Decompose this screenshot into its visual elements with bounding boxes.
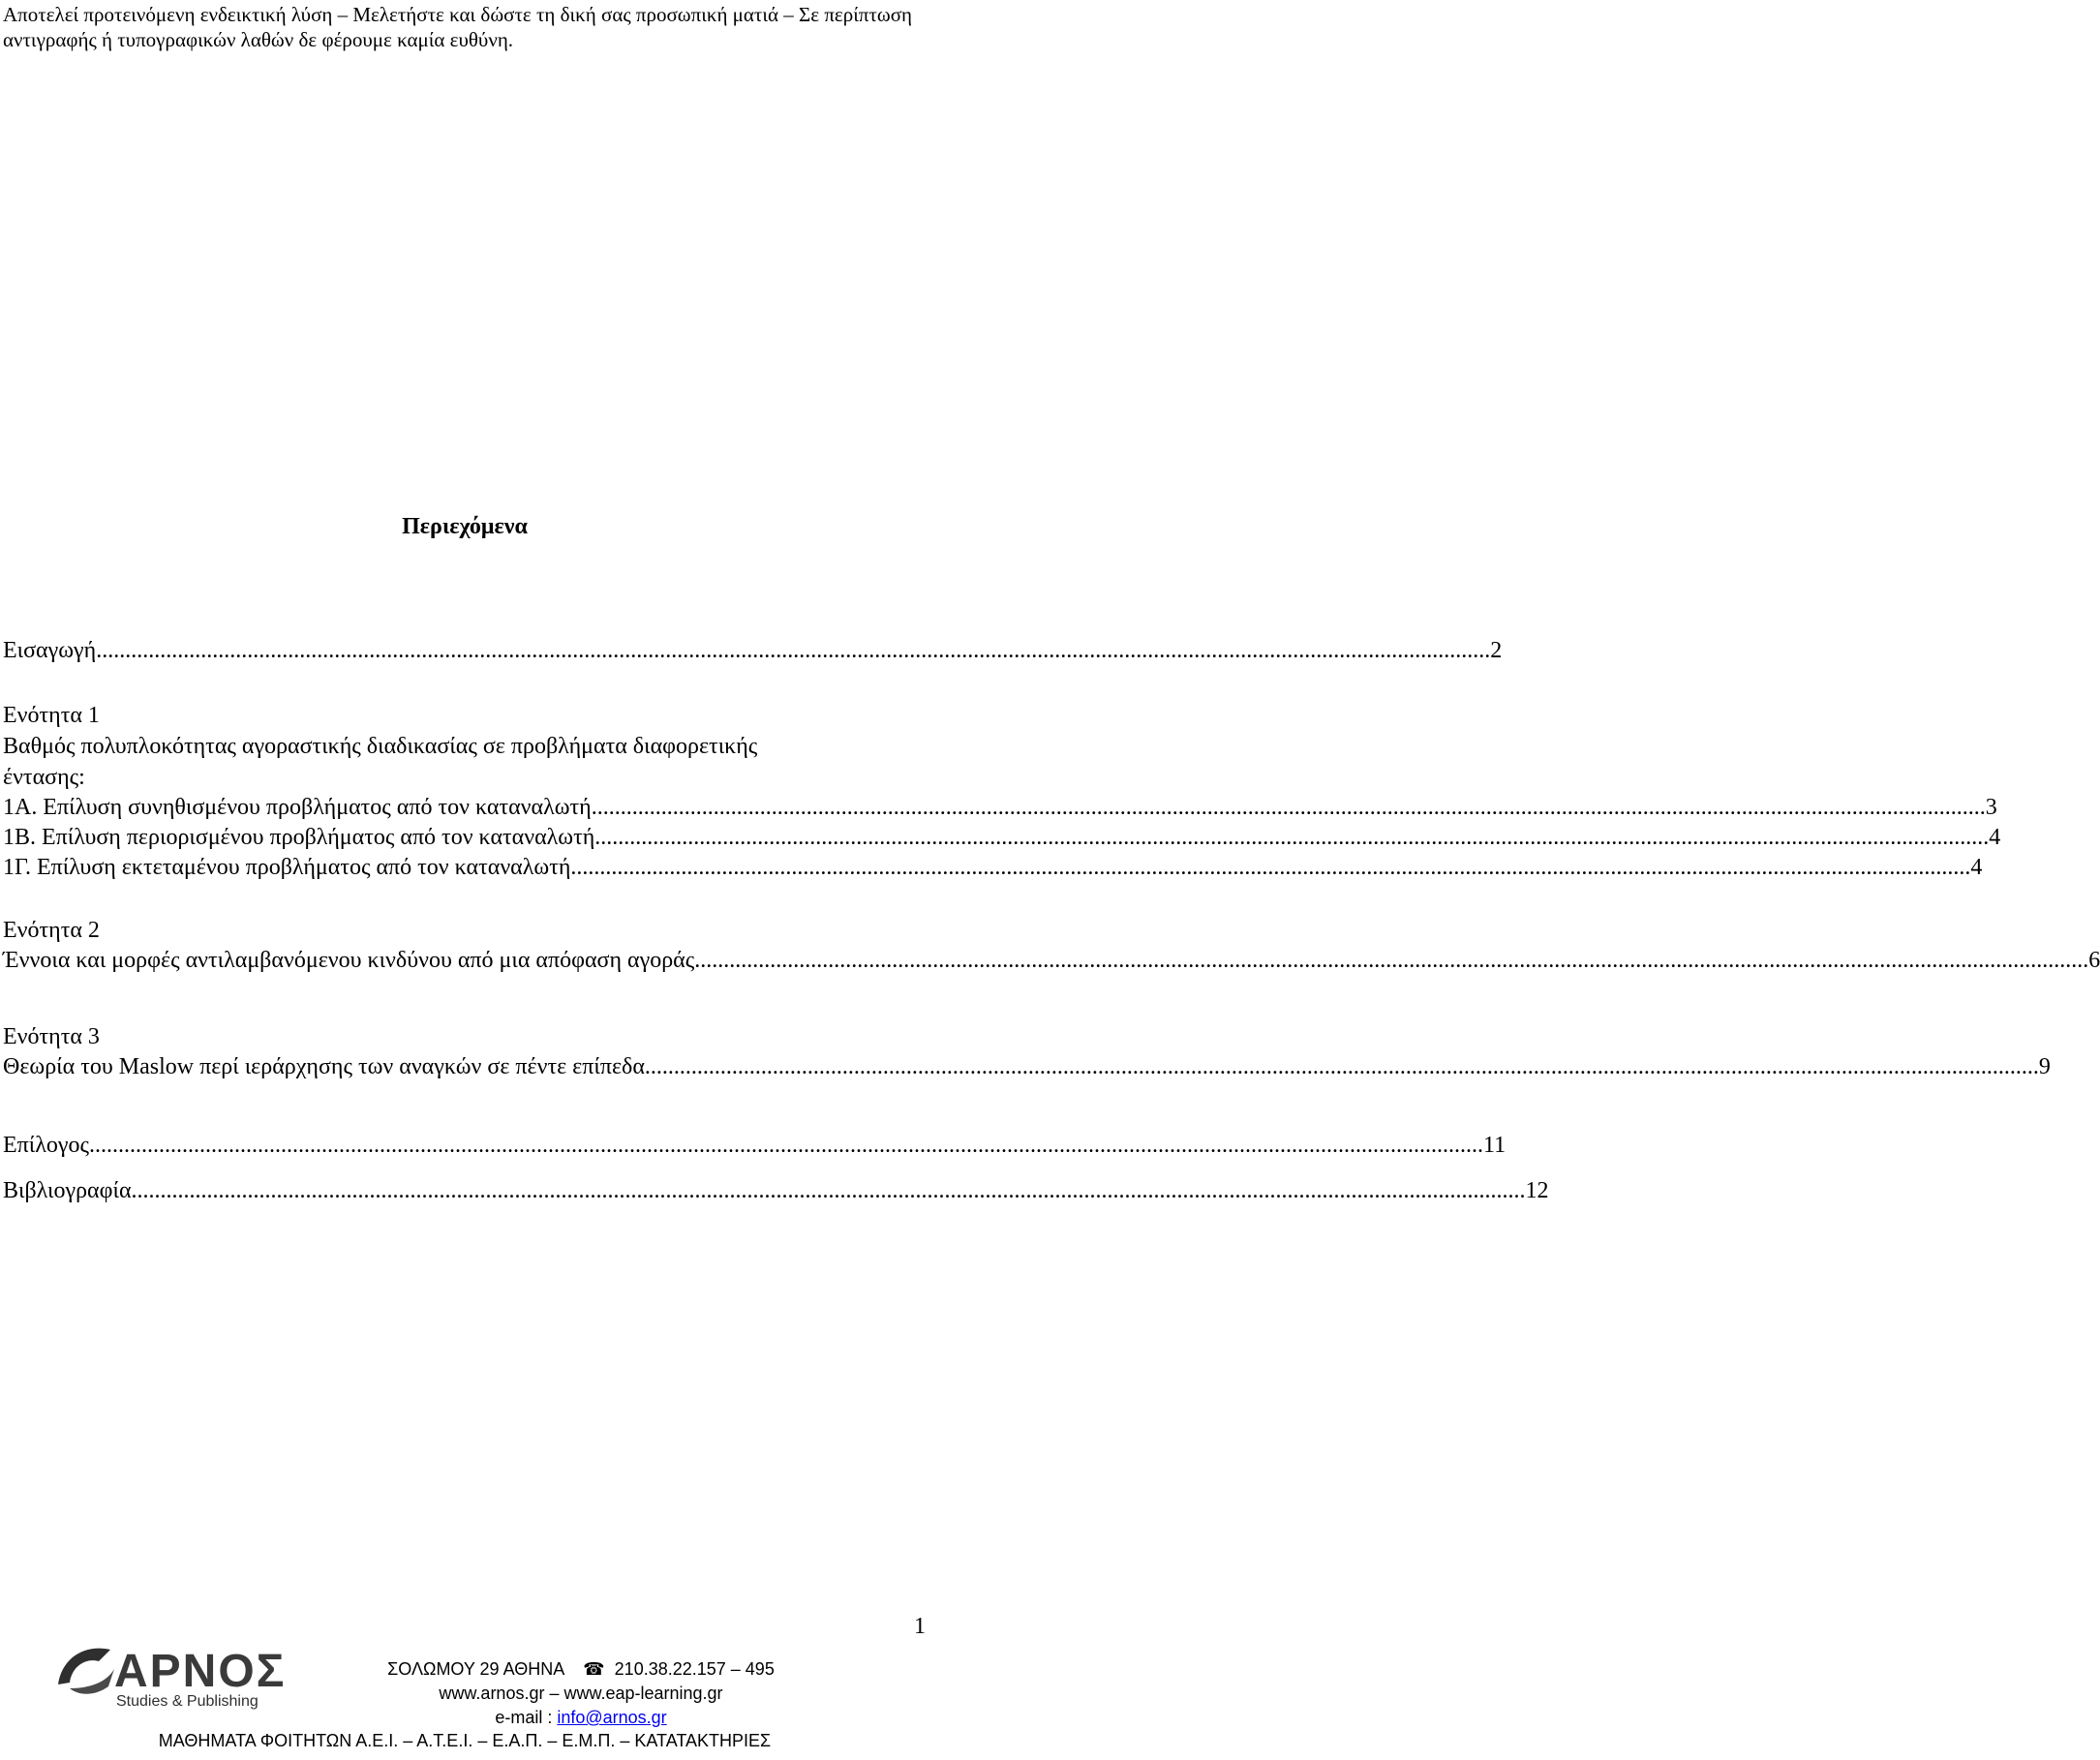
dot-leader [645,1052,2039,1082]
telephone-icon: ☎ [583,1659,605,1679]
logo-tagline: Studies & Publishing [116,1693,259,1710]
toc-unit-3 [3,1021,2051,1082]
toc-page-number: 2 [1490,638,1503,663]
dot-leader [132,1176,1526,1206]
toc-page-number: 11 [1482,1133,1507,1158]
toc-entry-1b[interactable] [3,823,2001,853]
dot-leader [96,636,1490,666]
footer-address-line [329,1657,833,1682]
footer-email-link[interactable]: info@arnos.gr [557,1708,667,1727]
disclaimer-header: Αποτελεί προτεινόμενη ενδεικτική λύση – Μελετήστε και δώστε τη δική σας προσωπική ματιά – Σε περίπτωση αντιγραφής ή τυπογραφικών λαθών δε φέρουμε καμία ευθύνη. [3,3,913,51]
toc-entry-unit3[interactable] [3,1052,2051,1082]
toc-entry-label: Εισαγωγή [3,638,97,663]
dot-leader [592,793,1986,823]
toc-unit-heading: Ενότητα 1 [3,703,100,728]
footer-email-label: e-mail : [495,1708,558,1727]
dot-leader [576,853,1970,883]
toc-unit-heading: Ενότητα 3 [3,1024,100,1049]
footer-address: ΣΟΛΩΜΟΥ 29 ΑΘΗΝΑ [387,1659,564,1679]
footer-email-line [329,1706,833,1730]
toc-page-number: 3 [1985,795,1997,820]
toc-page-number: 4 [1989,825,2001,850]
toc-title: Περιεχόμενα [402,514,528,539]
footer-websites[interactable]: www.arnos.gr – www.eap-learning.gr [439,1684,723,1703]
toc-entry-label: Επίλογος [3,1133,89,1158]
page-number: 1 [914,1614,926,1639]
toc-page-number: 6 [2088,948,2100,973]
dot-leader [89,1131,1483,1161]
toc-page-number: 4 [1970,855,1983,880]
toc-entry-epilogue[interactable] [3,1131,1507,1161]
toc-entry-unit2[interactable] [3,946,2100,976]
toc-entry-label: Θεωρία του Maslow περί ιεράρχησης των αναγκών σε πέντε επίπεδα [3,1054,645,1079]
dot-leader [594,823,1989,853]
dot-leader [694,946,2088,976]
toc-page-number: 12 [1525,1178,1549,1203]
arnos-logo [56,1640,300,1710]
toc-unit-1 [3,700,2001,883]
toc-entry-label: 1Β. Επίλυση περιορισμένου προβλήματος από τον καταναλωτή [3,825,595,850]
toc-entry-1c[interactable] [3,853,1983,883]
toc-entry-label: 1Γ. Επίλυση εκτεταμένου προβλήματος από τον καταναλωτή. [3,855,577,880]
toc-entry-label: 1Α. Επίλυση συνηθισμένου προβλήματος από τον καταναλωτή [3,795,592,820]
toc-entry-1a[interactable] [3,793,1997,823]
arnos-logo-graphic [56,1640,300,1710]
toc-entry-intro[interactable] [3,636,1503,666]
toc-entry-bibliography[interactable] [3,1176,1549,1206]
footer-phone: 210.38.22.157 – 495 [614,1659,775,1679]
toc-unit-subtitle: Βαθμός πολυπλοκότητας αγοραστικής διαδικασίας σε προβλήματα διαφορετικής [3,734,758,759]
toc-entry-label: Βιβλιογραφία [3,1178,132,1203]
toc-entry-label: Έννοια και μορφές αντιλαμβανόμενου κινδύνου από μια απόφαση αγοράς [3,948,695,973]
logo-wordmark: ΑΡΝΟΣ [114,1646,287,1697]
toc-unit-heading: Ενότητα 2 [3,918,100,943]
footer-courses: ΜΑΘΗΜΑΤΑ ΦΟΙΤΗΤΩΝ Α.Ε.Ι. – Α.Τ.Ε.Ι. – Ε.Α.Π. – Ε.Μ.Π. – ΚΑΤΑΤΑΚΤΗΡΙΕΣ [158,1731,772,1750]
footer-contact [329,1657,833,1730]
toc-unit-2 [3,915,2100,976]
toc-page-number: 9 [2038,1054,2051,1079]
toc-unit-subtitle: έντασης: [3,765,85,790]
